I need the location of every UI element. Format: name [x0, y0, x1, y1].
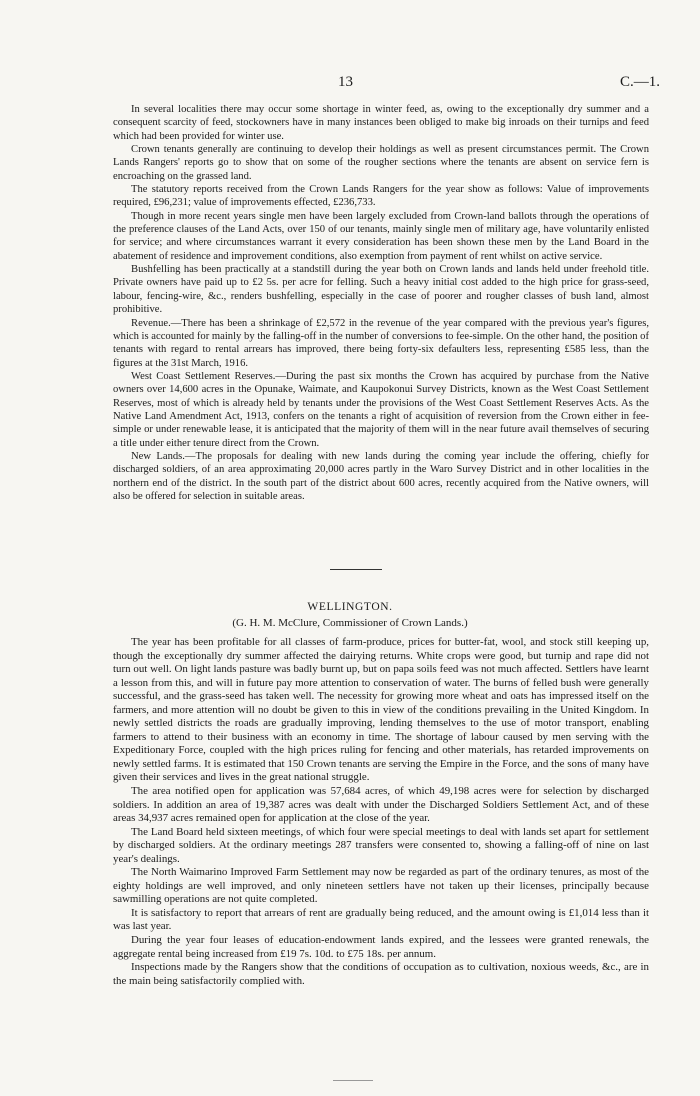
paragraph: Bushfelling has been practically at a standstill during the year both on Crown lands and lands held under freehold title. Private owners have paid up to £2 5s. per acre for felling. Such a heavy initial cost added to the high price for grass-seed, labour, fencing-wire, &c., renders bushfelling, especially in the case of poorer and rougher classes of bush land, almost prohibitive.: [113, 264, 649, 316]
paragraph: Inspections made by the Rangers show that the conditions of occupation as to cultivation, noxious weeds, &c., are in the main being satisfactorily complied with.: [113, 961, 649, 987]
paragraph: The year has been profitable for all classes of farm-produce, prices for butter-fat, wool, and stock still keeping up, though the exceptionally dry summer affected the dairying returns. White crops were good, but turnip and rape did not turn out well. On light lands pasture was badly burnt up, but on papa soils feed was not much affected. Settlers have learnt a lesson from this, and will in future pay more attention to conservation of water. The burns of felled bush were generally successful, and the grass-seed has taken well. The necessity for growing more wheat and oats has impressed itself on the farmers, and more attention will no doubt be given to this in view of the conditions prevailing in the United Kingdom. In newly settled districts the roads are gradually improving, lending themselves to the use of motor transport, enabling farmers to attend to their business with an economy in time. The shortage of labour caused by men serving with the Expeditionary Force, coupled with the high prices ruling for fencing and other materials, has retarded improvements on newly settled farms. It is estimated that 150 Crown tenants are serving the Empire in the Force, and the sons of many have given their services and lives in the great national struggle.: [113, 636, 649, 784]
paragraph: In several localities there may occur some shortage in winter feed, as, owing to the exceptionally dry summer and a consequent scarcity of feed, stockowners have in many instances been obliged to make big inroads on their turnips and feed which had been provided for winter use.: [113, 104, 649, 142]
paragraph: West Coast Settlement Reserves.—During the past six months the Crown has acquired by purchase from the Native owners over 14,600 acres in the Opunake, Waimate, and Kaupokonui Survey Districts, known as the West Coast Settlement Reserves, most of which is already held by tenants under the provisions of the West Coast Settlement Reserves Acts. As the Native Land Amendment Act, 1913, confers on the tenants a right of acquisition of reversion from the Crown either in fee-simple or under renewable lease, it is anticipated that the majority of them will in the near future avail themselves of securing a title under either tenure direct from the Crown.: [113, 370, 649, 449]
section-heading: WELLINGTON.: [307, 601, 393, 613]
paragraph: The North Waimarino Improved Farm Settlement may now be regarded as part of the ordinary tenures, as most of the eighty holdings are well improved, and only nineteen settlers have not taken up their licenses, principally because sawmilling operations are not quite completed.: [113, 866, 649, 906]
section-divider: [330, 569, 382, 570]
paragraph: Though in more recent years single men have been largely excluded from Crown-land ballots through the operations of the preference clauses of the Land Acts, over 150 of our tenants, mainly single men of military age, have voluntarily enlisted for service; and where circumstances warrant it every consideration has been shown these men by the Land Board in the abatement of residence and improvement conditions, also exemption from payment of rent whilst on active service.: [113, 210, 649, 262]
paragraph: It is satisfactory to report that arrears of rent are gradually being reduced, and the amount owing is £1,014 less than it was last year.: [113, 906, 649, 933]
page-header: [0, 74, 700, 94]
section-body-2: [113, 636, 649, 988]
section-body-1: [113, 103, 649, 503]
page-number: 13: [338, 74, 353, 90]
paragraph: New Lands.—The proposals for dealing with new lands during the coming year include the offering, chiefly for discharged soldiers, of an area approximating 20,000 acres partly in the Waro Survey District and in other localities in the northern end of the district. In the south part of the district about 600 acres, recently acquired from the Native owners, will also be offered for selection in suitable areas.: [113, 450, 649, 502]
paragraph: The statutory reports received from the Crown Lands Rangers for the year show as follows: Value of improvements required, £96,231; value of improvements effected, £236,733.: [113, 184, 649, 209]
paragraph: The Land Board held sixteen meetings, of which four were special meetings to deal with lands set apart for settlement by discharged soldiers. At the ordinary meetings 287 transfers were consented to, showing a falling-off of nine on last year's dealings.: [113, 825, 649, 865]
paragraph: Crown tenants generally are continuing to develop their holdings as well as present circumstances permit. The Crown Lands Rangers' reports go to show that on some of the rougher sections where the tenants are absent on service fern is encroaching on the grassed land.: [113, 144, 649, 182]
document-reference: C.—1.: [619, 74, 660, 90]
end-mark: [333, 1080, 373, 1081]
section-subheading: (G. H. M. McClure, Commissioner of Crown Lands.): [232, 617, 468, 629]
paragraph: Revenue.—There has been a shrinkage of £2,572 in the revenue of the year compared with the previous year's figures, which is accounted for mainly by the falling-off in the number of conversions to fee-simple. On the other hand, the position of tenants with regard to rental arrears has improved, there being forty-six defaulters less, representing £585 less, than the figures at the 31st March, 1916.: [113, 317, 649, 369]
paragraph: The area notified open for application was 57,684 acres, of which 49,198 acres were for selection by discharged soldiers. In addition an area of 19,387 acres was dealt with under the Discharged Soldiers Settlement Act, and of these areas 34,937 acres remained open for application at the close of the year.: [113, 785, 649, 825]
paragraph: During the year four leases of education-endowment lands expired, and the lessees were granted renewals, the aggregate rental being increased from £19 7s. 10d. to £75 18s. per annum.: [113, 934, 649, 960]
